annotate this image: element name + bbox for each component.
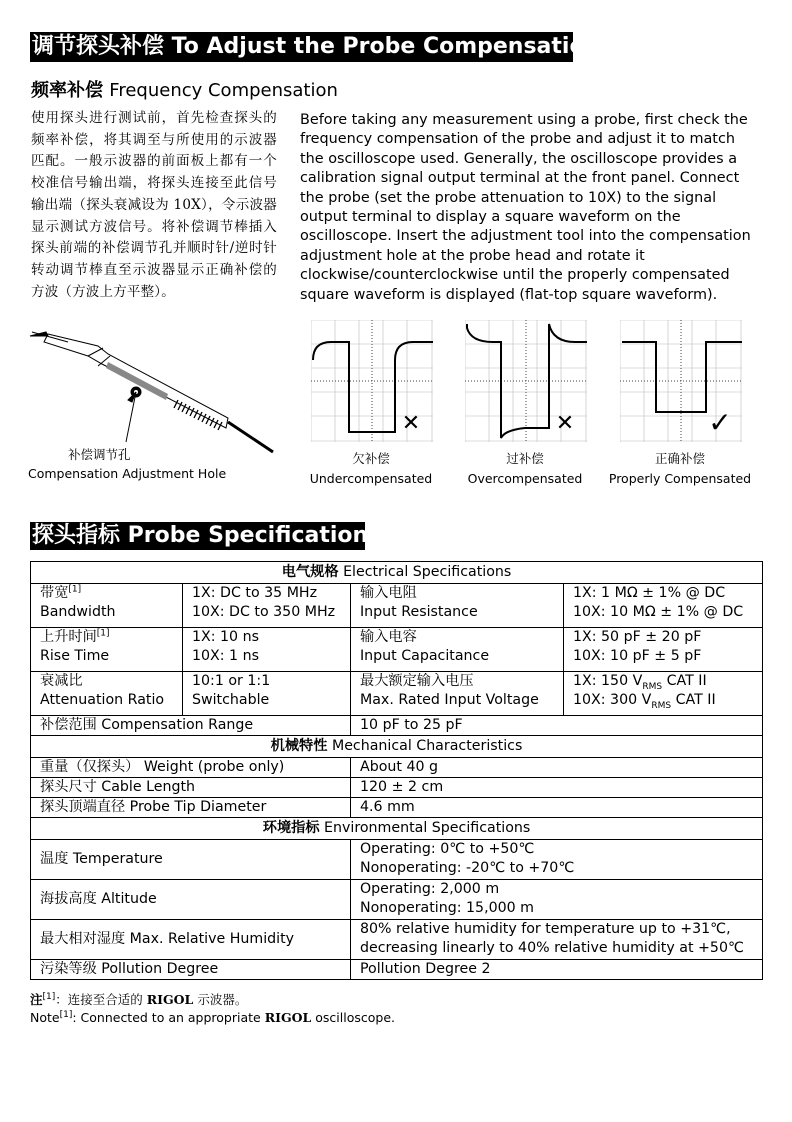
bandwidth-value: 1X: DC to 35 MHz 10X: DC to 350 MHz — [183, 584, 351, 628]
weight-value: About 40 g — [351, 758, 763, 778]
scope-caption-proper — [604, 449, 756, 489]
probe-caption-zh: 补偿调节孔 — [68, 447, 131, 462]
undercompensated-waveform-icon — [311, 320, 433, 442]
intro-paragraph-en: Before taking any measurement using a probe, first check the frequency compensation of the probe and adjust it to match the oscilloscope used. Generally, the oscilloscope provides a calibration signal output terminal at the front panel. Connect the probe (set the probe attenuation to 10X) to the signal output terminal to display a square waveform on the oscilloscope. Insert the adjustment tool into the compensation adjustment hole at the probe head and rotate it clockwise/counterclockwise until the properly compensated square waveform is displayed (flat-top square waveform). — [300, 112, 751, 303]
humidity-label: 最大相对湿度 Max. Relative Humidity — [31, 920, 351, 960]
table-row — [31, 758, 763, 778]
table-row — [31, 920, 763, 960]
weight-label: 重量（仅探头） Weight (probe only) — [31, 758, 351, 778]
environmental-header: 环境指标 Environmental Specifications — [31, 818, 763, 840]
footnote-zh: 注[1]：连接至合适的 RIGOL 示波器。 — [30, 991, 248, 1007]
probe-caption-en: Compensation Adjustment Hole — [28, 466, 227, 481]
probe-illustration-icon — [28, 322, 278, 462]
footnote-en: Note[1]: Connected to an appropriate RIGOL oscilloscope. — [30, 1009, 396, 1025]
pollution-label: 污染等级 Pollution Degree — [31, 960, 351, 980]
humidity-value: 80% relative humidity for temperature up to +31℃, decreasing linearly to 40% relative humidity at +50℃ — [351, 920, 763, 960]
input-resistance-label: 输入电阻 Input Resistance — [351, 584, 564, 628]
rise-time-value: 1X: 10 ns 10X: 1 ns — [183, 628, 351, 672]
scope-mark-3: ✓ — [708, 406, 732, 439]
scope-mark-1: ✕ — [401, 411, 421, 436]
input-resistance-value: 1X: 1 MΩ ± 1% @ DC 10X: 10 MΩ ± 1% @ DC — [564, 584, 763, 628]
temperature-value: Operating: 0℃ to +50℃ Nonoperating: -20℃ to +70℃ — [351, 840, 763, 880]
scope-caption-under — [303, 449, 439, 489]
rise-time-label: 上升时间[1] Rise Time — [31, 628, 183, 672]
specs-title: 探头指标 Probe Specifications — [32, 523, 382, 548]
scope-caption-zh: 正确补偿 — [654, 451, 705, 466]
spec-table — [30, 561, 763, 980]
comp-range-label: 补偿范围 Compensation Range — [31, 716, 351, 736]
attenuation-value: 10:1 or 1:1 Switchable — [183, 672, 351, 716]
table-row — [31, 736, 763, 758]
cable-length-value: 120 ± 2 cm — [351, 778, 763, 798]
temperature-label: 温度 Temperature — [31, 840, 351, 880]
tip-diameter-value: 4.6 mm — [351, 798, 763, 818]
table-row — [31, 628, 763, 672]
table-row — [31, 798, 763, 818]
intro-paragraph-zh: 使用探头进行测试前，首先检查探头的频率补偿，将其调至与所使用的示波器匹配。一般示波器的前面板上都有一个校准信号输出端，将探头连接至此信号输出端（探头衰减设为 10X），令示波器显示测试方波信号。将补偿调节棒插入探头前端的补偿调节孔并顺时针/逆时针转动调节棒直至示波器显示正确补偿的方波（方波上方平整）。 — [31, 110, 277, 300]
max-voltage-label: 最大额定输入电压 Max. Rated Input Voltage — [351, 672, 564, 716]
cable-length-label: 探头尺寸 Cable Length — [31, 778, 351, 798]
scope-caption-en: Overcompensated — [467, 471, 583, 486]
table-row — [31, 672, 763, 716]
scope-caption-over — [458, 449, 592, 489]
altitude-value: Operating: 2,000 m Nonoperating: 15,000 m — [351, 880, 763, 920]
scope-caption-en: Properly Compensated — [608, 471, 752, 486]
altitude-label: 海拔高度 Altitude — [31, 880, 351, 920]
overcompensated-waveform-icon — [465, 320, 587, 442]
table-row — [31, 840, 763, 880]
section-heading-en: Frequency Compensation — [109, 80, 338, 101]
input-capacitance-label: 输入电容 Input Capacitance — [351, 628, 564, 672]
table-row — [31, 818, 763, 840]
table-row — [31, 960, 763, 980]
electrical-header: 电气规格 Electrical Specifications — [31, 562, 763, 584]
pollution-value: Pollution Degree 2 — [351, 960, 763, 980]
page-title: 调节探头补偿 To Adjust the Probe Compensation — [30, 32, 573, 62]
attenuation-label: 衰减比 Attenuation Ratio — [31, 672, 183, 716]
table-row — [31, 716, 763, 736]
scope-mark-2: ✕ — [555, 411, 575, 436]
properly-compensated-waveform-icon — [620, 320, 742, 442]
table-row — [31, 880, 763, 920]
input-capacitance-value: 1X: 50 pF ± 20 pF 10X: 10 pF ± 5 pF — [564, 628, 763, 672]
comp-range-value: 10 pF to 25 pF — [351, 716, 763, 736]
table-row — [31, 584, 763, 628]
tip-diameter-label: 探头顶端直径 Probe Tip Diameter — [31, 798, 351, 818]
scope-caption-en: Undercompensated — [309, 471, 433, 486]
mechanical-header: 机械特性 Mechanical Characteristics — [31, 736, 763, 758]
scope-caption-zh: 过补偿 — [506, 451, 544, 466]
bandwidth-label: 带宽[1] Bandwidth — [31, 584, 183, 628]
table-row — [31, 562, 763, 584]
section-heading-zh: 频率补偿 — [31, 80, 103, 101]
max-voltage-value: 1X: 150 $V_{RMS}$ CAT II 10X: 300 $V_{RMS}$ CAT II — [564, 672, 763, 716]
scope-caption-zh: 欠补偿 — [352, 451, 390, 466]
section-heading — [31, 76, 338, 102]
table-row — [31, 778, 763, 798]
